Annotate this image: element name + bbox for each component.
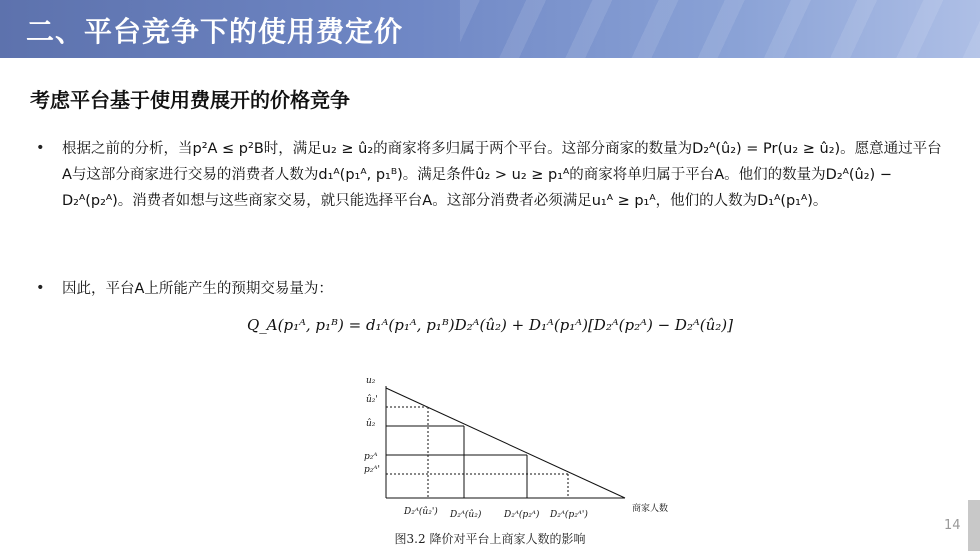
bullet-paragraph-1 xyxy=(62,136,947,214)
bullet-text-1: 根据之前的分析，当p²A ≤ p²B时，满足u₂ ≥ û₂的商家将多归属于两个平台。这部分商家的数量为D₂ᴬ(û₂) = Pr(u₂ ≥ û₂)。愿意通过平台A与这部分商家进行交易的消费者人数为d₁ᴬ(p₁ᴬ, p₁ᴮ)。满足条件û₂ > u₂ ≥ p₁ᴬ的商家将单归属于平台A。他们的数量为D₂ᴬ(û₂) − D₂ᴬ(p₂ᴬ)。消费者如想与这些商家交易，就只能选择平台A。这部分消费者必须满足u₁ᴬ ≥ p₁ᴬ，他们的人数为D₁ᴬ(p₁ᴬ)。 xyxy=(62,141,942,209)
bullet-paragraph-2 xyxy=(62,276,947,302)
title-bar xyxy=(0,0,980,58)
y-tick-label: p₂ᴬ xyxy=(364,452,378,462)
slide-title: 二、平台竞争下的使用费定价 xyxy=(26,15,404,48)
y-tick-label: p₂ᴬ' xyxy=(364,465,380,475)
x-tick-label: D₂ᴬ(p₂ᴬ) xyxy=(504,510,540,520)
y-tick-label: û₂ xyxy=(366,419,376,429)
figure-caption: 图3.2 降价对平台上商家人数的影响 xyxy=(394,532,586,546)
bullet-marker: • xyxy=(36,280,45,296)
slide-subtitle: 考虑平台基于使用费展开的价格竞争 xyxy=(30,88,350,112)
page-number: 14 xyxy=(944,518,961,533)
x-axis-label: 商家人数 xyxy=(632,504,669,514)
x-tick-label: D₂ᴬ(û₂) xyxy=(450,510,482,520)
x-tick-label: D₂ᴬ(û₂') xyxy=(404,507,438,517)
bullet-text-2: 因此，平台A上所能产生的预期交易量为： xyxy=(62,281,333,297)
merchant-count-diagram xyxy=(0,360,980,530)
expected-volume-equation: Q_A(p₁ᴬ, p₁ᴮ) = d₁ᴬ(p₁ᴬ, p₁ᴮ)D₂ᴬ(û₂) + D₁ᴬ(p₁ᴬ)[D₂ᴬ(p₂ᴬ) − D₂ᴬ(û₂)] xyxy=(246,316,733,334)
x-tick-label: D₂ᴬ(p₂ᴬ') xyxy=(550,510,588,520)
merchant-demand-line xyxy=(386,388,625,498)
y-tick-label: û₂' xyxy=(366,395,378,405)
bullet-marker: • xyxy=(36,140,45,156)
y-axis-label: u₂ xyxy=(366,376,376,386)
title-bar-decoration xyxy=(460,0,980,58)
page-number-bar xyxy=(968,500,980,551)
